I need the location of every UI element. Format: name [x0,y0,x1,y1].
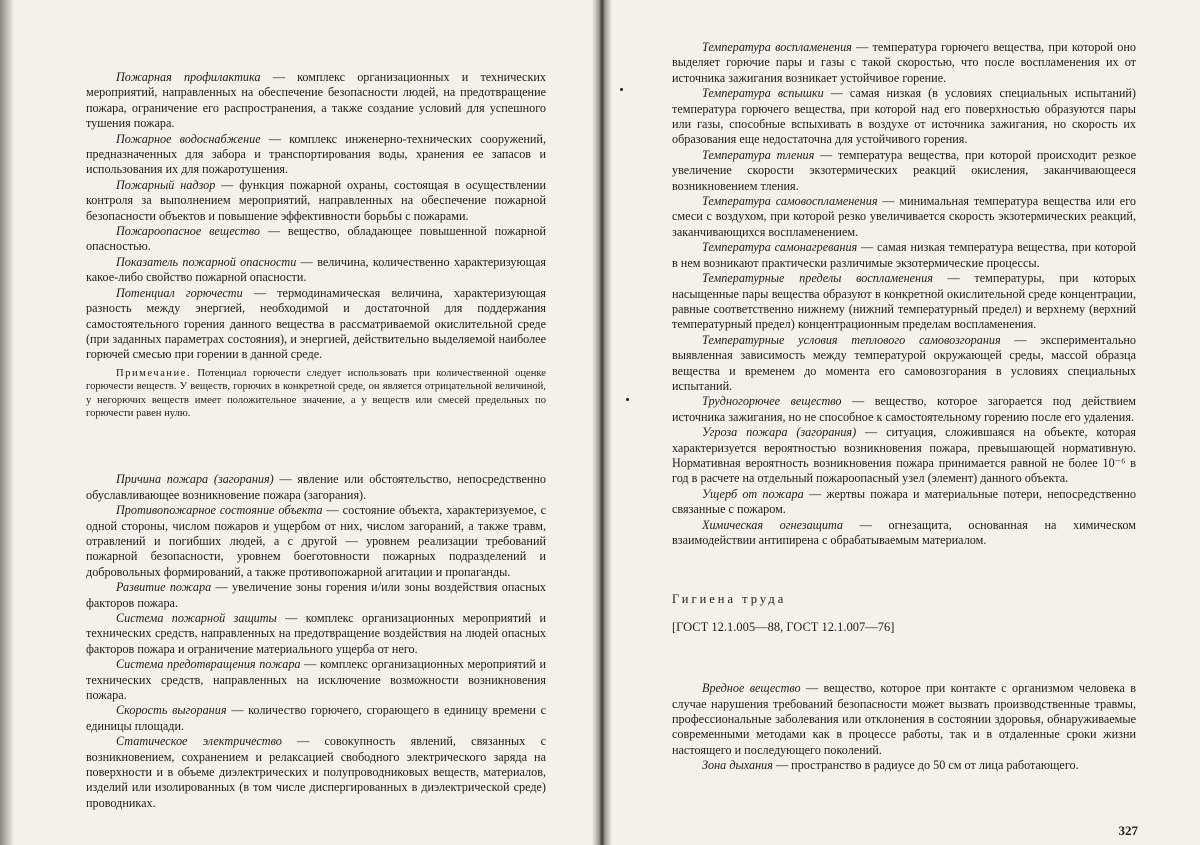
definition-entry [672,425,1136,487]
definition-term: Система пожарной защиты [116,611,277,625]
definition-term: Зона дыхания [702,758,773,773]
definition-text: — явление или обстоятельство, непосредственно обуславливающее возникновение пожара (загорания). [86,472,546,502]
definition-text: — огнезащита, основанная на химическом взаимодействии антипирена с обрабатываемым материалом. [672,517,1136,547]
definition-text: — вещество, которое при контакте с организмом человека в случае нарушения требований безопасности может вызвать производственные травмы, профессиональные заболевания или отклонения в состоянии здоровья, обнаруживаемые современными методами как в процессе работы, так и в отдаленные сроки жизни настоящего и последующего поколений. [672,681,1136,757]
definition-text: — жертвы пожара и материальные потери, непосредственно связанные с пожаром. [672,486,1136,517]
left-page-edge-shadow [0,0,14,845]
left-entries-continued [86,472,546,811]
definition-term: Пожароопасное вещество [116,224,261,239]
definition-entry [672,758,1136,773]
definition-term: Скорость выгорания [116,703,227,718]
definition-entry [672,333,1136,395]
note-label: Примечание. [116,367,191,379]
section-reference: [ГОСТ 12.1.005—88, ГОСТ 12.1.007—76] [672,619,895,634]
definition-term: Потенциал горючести [116,285,243,300]
definition-entry [86,503,546,580]
definition-entry [86,734,546,811]
definition-text: — температуры, при которых насыщенные пары вещества образуют в конкретной окислительной среде концентрации, равные соответственно нижнему (нижний температурный предел) и верхнему (верхний температурный предел) концентрационным пределам воспламенения. [672,271,1136,332]
definition-term: Трудногорючее вещество [702,394,842,409]
scan-speck [620,88,623,91]
definition-term: Температурные условия теплового самовозгорания [702,332,1001,347]
definition-term: Ущерб от пожара [702,486,804,501]
definition-text: — экспериментально выявленная зависимость между температурой окружающей среды, массой образца вещества и временем до момента его самовозгорания в условиях специальных испытаний. [672,332,1136,393]
definition-text: — температура вещества, при которой происходит резкое увеличение скорости экзотермических реакций окисления, заканчивающееся возникновением тления. [672,147,1137,193]
definition-term: Температура вспышки [702,86,824,101]
definition-entry [672,271,1136,333]
definition-text: — количество горючего, сгорающего в единицу времени с единицы площади. [86,703,546,733]
definition-entry [86,70,546,132]
definition-term: Пожарное водоснабжение [116,131,261,146]
definition-entry [672,40,1136,86]
definition-text: — минимальная температура вещества или его смеси с воздухом, при которой резко увеличивается скорость экзотермических реакций, заканчивающихся воспламенением. [672,194,1137,239]
definition-term: Температурные пределы воспламенения [702,271,933,286]
definition-text: — величина, количественно характеризующая какое-либо свойство пожарной опасности. [86,254,546,285]
left-column [86,70,546,811]
definition-term: Показатель пожарной опасности [116,254,297,269]
definition-text: — самая низкая (в условиях специальных испытаний) температура горючего вещества, при которой над его поверхностью образуются пары или газы, способные вспыхивать в воздухе от источника зажигания, но скорость их образования еще недостаточна для устойчивого горения. [672,86,1136,147]
definition-term: Развитие пожара [116,580,212,595]
left-entries [86,70,546,363]
definition-entry [86,224,546,255]
right-column [672,40,1136,774]
definition-term: Причина пожара (загорания) [116,472,274,487]
definition-term: Статическое электричество [116,734,282,749]
definition-entry [672,681,1136,758]
definition-text: — увеличение зоны горения и/или зоны воздействия опасных факторов пожара. [86,580,547,610]
page-number: 327 [1118,823,1138,838]
definition-term: Температура самовоспламенения [702,194,878,209]
definition-term: Температура воспламенения [702,40,852,54]
definition-entry [86,611,546,657]
left-page [0,0,598,845]
definition-entry [86,580,546,611]
right-entries [672,40,1136,548]
definition-text: — ситуация, сложившаяся на объекте, которая характеризуется вероятностью возникновения пожара, превышающей нормативную. Нормативная вероятность возникновения пожара принимается равной не более 10⁻⁶ в год в расчете на отдельный пожароопасный узел (элемент) данного объекта. [672,425,1136,486]
definition-entry [672,86,1136,148]
note-text: Потенциал горючести следует использовать при количественной оценке горючести веществ. У веществ, горючих в конкретной среде, он является отрицательной величиной, у негорючих веществ имеет положительное значение, а у веществ или смесей предельных по горючести равен нулю. [86,367,546,419]
definition-entry [672,518,1136,549]
definition-term: Пожарный надзор [116,177,216,192]
definition-text: — вещество, обладающее повышенной пожарной опасностью. [86,224,546,254]
definition-entry [86,657,546,703]
definition-entry [86,255,546,286]
definition-entry [672,487,1136,518]
definition-text: — комплекс инженерно-технических сооружений, предназначенных для забора и транспортирования воды, хранения ее запасов и использования их для пожаротушения. [86,131,547,177]
definition-text: — состояние объекта, характеризуемое, с одной стороны, числом пожаров и ущербом от них, числом загораний, а также травм, отравлений и погибших людей, а с другой — уровнем реализации требований пожарной безопасности, уровнем боеготовности пожарных подразделений и добровольных формирований, а также противопожарной агитации и пропаганды. [86,503,546,579]
definition-entry [672,240,1136,271]
note [86,367,546,421]
definition-term: Химическая огнезащита [702,517,844,532]
definition-text: — самая низкая температура вещества, при которой в нем возникают практически различимые экзотермические процессы. [672,240,1136,270]
definition-text: — комплекс организационных мероприятий и технических средств, направленных на исключение возможности возникновения пожара. [86,657,546,703]
definition-entry [86,132,546,178]
definition-entry [672,194,1136,240]
definition-term: Пожарная профилактика [116,70,261,84]
definition-text: — комплекс организационных мероприятий и технических средств, направленных на предотвращение воздействия на людей опасных факторов пожара и ограничение материального ущерба от него. [86,611,546,656]
definition-term: Угроза пожара (загорания) [702,425,857,440]
definition-entry [86,178,546,224]
definition-term: Температура самонагревания [702,240,858,255]
section-title: Гигиена труда [672,592,787,607]
definition-entry [672,394,1136,425]
definition-entry [672,148,1136,194]
definition-text: — вещество, которое загорается под действием источника зажигания, но не способное к самостоятельному горению после его удаления. [672,394,1137,424]
right-entries-continued [672,681,1136,773]
definition-entry [86,286,546,363]
book-gutter [592,0,612,845]
definition-entry [86,472,546,503]
right-page [606,0,1200,845]
definition-term: Система предотвращения пожара [116,657,301,672]
definition-text: — термодинамическая величина, характеризующая разность между энергией, необходимой и достаточной для поддержания самостоятельного горения данного вещества в рассматриваемой окислительной среде (при заданных параметрах состояния), и энергией, действительно выделяемой наиболее горючей смесью при горении в данной среде. [86,285,546,362]
definition-text: — совокупность явлений, связанных с возникновением, сохранением и релаксацией свободного электрического заряда на поверхности и в объеме диэлектрических и полупроводниковых веществ, материалов, изделий или изолированных (в том числе диспергированных в диэлектрической среде) проводниках. [86,734,546,810]
scan-speck [626,398,629,401]
definition-text: — функция пожарной охраны, состоящая в осуществлении контроля за выполнением мероприятий, направленных на обеспечение пожарной безопасности объектов и повышение эффективности борьбы с пожарами. [86,177,546,223]
definition-text: — температура горючего вещества, при которой оно выделяет горючие пары и газы с такой скоростью, что после воспламенения их от источника зажигания возникает устойчивое горение. [672,40,1137,85]
definition-term: Вредное вещество [702,681,801,696]
definition-text: — пространство в радиусе до 50 см от лица работающего. [772,758,1079,773]
definition-entry [86,703,546,734]
definition-text: — комплекс организационных и технических мероприятий, направленных на обеспечение безопасности людей, на предотвращение пожара, ограничение его распространения, а также создание условий для успешного тушения пожара. [86,70,546,131]
definition-term: Температура тления [702,147,815,162]
definition-term: Противопожарное состояние объекта [116,503,323,518]
